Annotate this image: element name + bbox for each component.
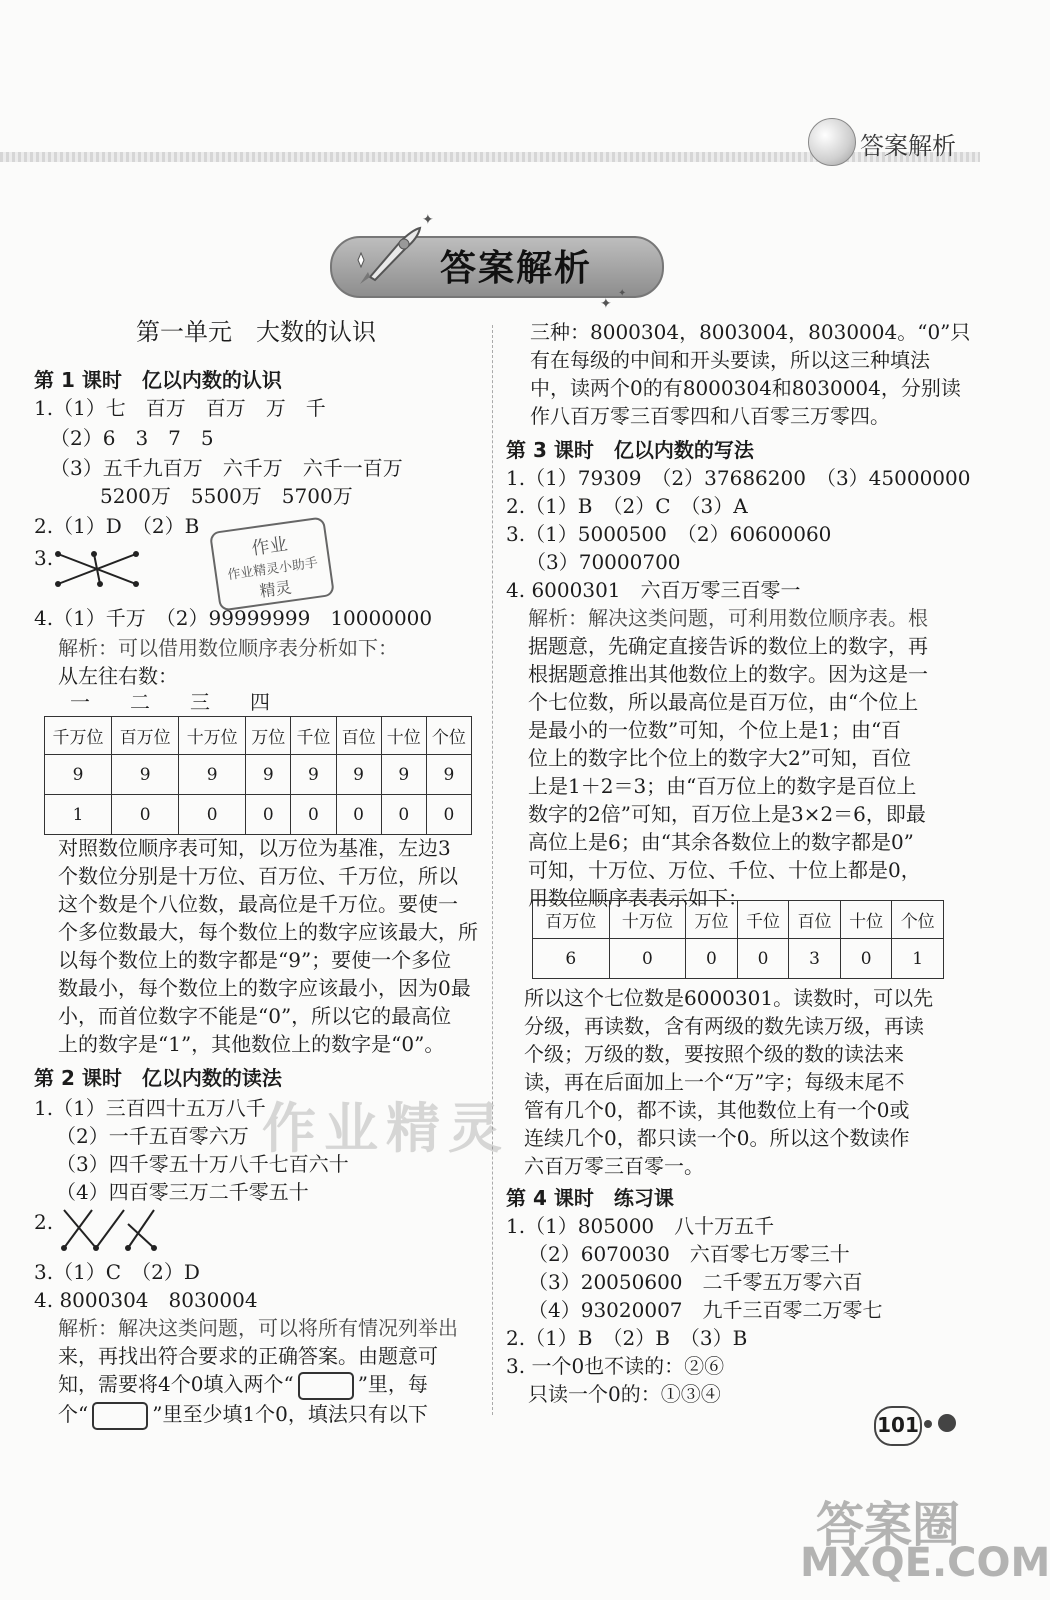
column-divider (492, 325, 493, 1415)
analysis-text: 中，读两个0的有8000304和8030004，分别读 (530, 376, 961, 400)
analysis-text: 作八百万零三百零四和八百零三万零四。 (530, 404, 890, 428)
table-header: 千万位 (45, 717, 112, 755)
matching-lines-diagram (58, 1204, 162, 1254)
table-cell: 6 (533, 939, 610, 979)
lesson4-title: 第 4 课时 练习课 (506, 1186, 674, 1210)
analysis-text (58, 1370, 428, 1400)
analysis-text: 解析：解决这类问题，可以将所有情况列举出 (58, 1316, 458, 1340)
analysis-text: 上是1＋2＝3；由“百万位上的数字是百位上 (528, 774, 917, 798)
table-cell: 0 (246, 795, 291, 835)
analysis-text: 六百万零三百零一。 (524, 1154, 704, 1178)
table-header: 十位 (381, 717, 426, 755)
answer-line: 4. 6000301 六百万零三百零一 (506, 578, 801, 602)
answer-line: （3）五千九百万 六千万 六千一百万 (50, 456, 403, 480)
sparkle-icon: ✦ (600, 296, 612, 312)
sparkle-icon: ✦ (422, 212, 434, 228)
analysis-text: 个多位数最大，每个数位上的数字应该最大，所 (58, 920, 478, 944)
analysis-text: 个七位数，所以最高位是百万位，由“个位上 (528, 690, 919, 714)
table-header: 十位 (840, 901, 892, 939)
answer-line: 1.（1）七 百万 百万 万 千 (34, 396, 326, 420)
dot-icon (938, 1414, 956, 1432)
analysis-text: 管有几个0，都不读，其他数位上有一个0或 (524, 1098, 910, 1122)
analysis-text: 可知，十万位、万位、千位、十位上都是0， (528, 858, 921, 882)
dot-icon (924, 1420, 932, 1428)
analysis-text: 小，而首位数字不能是“0”，所以它的最高位 (58, 1004, 452, 1028)
table-cell: 0 (609, 939, 686, 979)
table-cell: 1 (45, 795, 112, 835)
table-cell: 9 (426, 755, 471, 795)
table-cell: 0 (112, 795, 179, 835)
table-header: 十万位 (609, 901, 686, 939)
analysis-text: 有在每级的中间和开头要读，所以这三种填法 (530, 348, 930, 372)
table-header: 百位 (336, 717, 381, 755)
mascot-icon (808, 118, 856, 166)
analysis-text: 对照数位顺序表可知，以万位为基准，左边3 (58, 836, 451, 860)
digit-place-table (44, 716, 472, 835)
analysis-text: ”里至少填1个0，填法只有以下 (152, 1402, 428, 1426)
analysis-text: 数最小，每个数位上的数字应该最小，因为0最 (58, 976, 471, 1000)
blank-box (92, 1402, 148, 1430)
table-header: 个位 (892, 901, 944, 939)
table-header: 万位 (246, 717, 291, 755)
analysis-text: 个级；万级的数，要按照个级的数的读法来 (524, 1042, 904, 1066)
analysis-text (58, 1400, 428, 1430)
stamp-line: 作业 (250, 533, 289, 560)
analysis-text: 三种：8000304，8003004，8030004。“0”只 (530, 320, 971, 344)
table-cell: 9 (381, 755, 426, 795)
analysis-text: 根据题意推出其他数位上的数字。因为这是一 (528, 662, 928, 686)
table-cell: 9 (45, 755, 112, 795)
answer-line: 1.（1）三百四十五万八千 (34, 1096, 266, 1120)
table-cell: 9 (179, 755, 246, 795)
analysis-text: 以每个数位上的数字都是“9”；要使一个多位 (58, 948, 452, 972)
table-cell: 0 (686, 939, 738, 979)
table-header: 千位 (291, 717, 336, 755)
analysis-text: 据题意，先确定直接告诉的数位上的数字，再 (528, 634, 928, 658)
answer-line: 2.（1）B （2）B （3）B (506, 1326, 748, 1350)
page-number: 101 (874, 1406, 922, 1446)
answer-line: （3）20050600 二千零五万零六百 (528, 1270, 863, 1294)
analysis-text: 分级，再读数，含有两级的数先读万级，再读 (524, 1014, 924, 1038)
answer-line: 3. (34, 546, 54, 570)
table-cell: 0 (426, 795, 471, 835)
lesson3-title: 第 3 课时 亿以内数的写法 (506, 438, 754, 462)
analysis-text: 个数位分别是十万位、百万位、千万位，所以 (58, 864, 458, 888)
table-header: 百位 (789, 901, 841, 939)
answer-line: （3）70000700 (526, 550, 681, 574)
analysis-text: 高位上是6；由“其余各数位上的数字都是0” (528, 830, 914, 854)
table-cell: 9 (291, 755, 336, 795)
banner-title: 答案解析 (440, 248, 593, 289)
homework-stamp (209, 516, 335, 611)
matching-lines-diagram (54, 548, 140, 590)
analysis-text: 是最小的一位数”可知，个位上是1；由“百 (528, 718, 902, 742)
watermark-text: 作业精灵 (262, 1097, 510, 1160)
header-label: 答案解析 (860, 132, 956, 160)
table-cell: 0 (336, 795, 381, 835)
answer-line: 5200万 5500万 5700万 (100, 484, 353, 508)
table-header: 个位 (426, 717, 471, 755)
table-cell: 3 (789, 939, 841, 979)
answer-line: 3.（1）C （2）D (34, 1260, 200, 1284)
answer-line: 3. 一个0也不读的：②⑥ (506, 1354, 725, 1378)
analysis-text: 读，再在后面加上一个“万”字；每级末尾不 (524, 1070, 905, 1094)
stamp-line: 精灵 (258, 577, 293, 601)
answer-line: 4.（1）千万 （2）99999999 10000000 (34, 606, 433, 630)
table-cell: 0 (840, 939, 892, 979)
answer-line: 只读一个0的：①③④ (528, 1382, 721, 1406)
sparkle-icon: ✦ (618, 288, 627, 299)
answer-line: （4）四百零三万二千零五十 (56, 1180, 309, 1204)
answer-line: 3.（1）5000500 （2）60600060 (506, 522, 832, 546)
table-cell: 0 (179, 795, 246, 835)
answer-line: （2）6 3 7 5 (50, 426, 214, 450)
analysis-text: ”里，每 (357, 1372, 428, 1396)
answer-line: 2.（1）B （2）C （3）A (506, 494, 748, 518)
analysis-text: 上的数字是“1”，其他数位上的数字是“0”。 (58, 1032, 445, 1056)
analysis-text: 解析：解决这类问题，可利用数位顺序表。根 (528, 606, 928, 630)
answer-line: 1.（1）805000 八十万五千 (506, 1214, 775, 1238)
analysis-text: 知，需要将4个0填入两个“ (58, 1372, 294, 1396)
table-cell: 9 (246, 755, 291, 795)
answer-line: 2. (34, 1210, 54, 1234)
digit-place-table (532, 900, 944, 979)
table-cell: 0 (291, 795, 336, 835)
table-cell: 9 (112, 755, 179, 795)
analysis-text: 个“ (58, 1402, 89, 1426)
analysis-text: 位上的数字比个位上的数字大2”可知，百位 (528, 746, 911, 770)
analysis-text: 所以这个七位数是6000301。读数时，可以先 (524, 986, 934, 1010)
answer-line: （3）四千零五十万八千七百六十 (56, 1152, 349, 1176)
table-cell: 9 (336, 755, 381, 795)
table-header: 万位 (686, 901, 738, 939)
table-cell: 1 (892, 939, 944, 979)
lesson1-title: 第 1 课时 亿以内数的认识 (34, 368, 282, 392)
analysis-text: 用数位顺序表表示如下： (528, 886, 748, 910)
lesson2-title: 第 2 课时 亿以内数的读法 (34, 1066, 282, 1090)
watermark-text: 答案圈 (816, 1497, 961, 1553)
analysis-text: 这个数是个八位数，最高位是千万位。要使一 (58, 892, 458, 916)
table-header: 十万位 (179, 717, 246, 755)
analysis-text: 连续几个0，都只读一个0。所以这个数读作 (524, 1126, 910, 1150)
answer-line: 1.（1）79309 （2）37686200 （3）45000000 (506, 466, 971, 490)
analysis-text: 数字的2倍”可知，百万位上是3×2＝6，即最 (528, 802, 926, 826)
analysis-text: 解析：可以借用数位顺序表分析如下： (58, 636, 398, 660)
analysis-text: 从左往右数： (58, 664, 178, 688)
table-cell: 0 (737, 939, 789, 979)
stamp-line: 作业精灵小助手 (226, 555, 319, 584)
table-header: 千位 (737, 901, 789, 939)
table-header: 百万位 (112, 717, 179, 755)
answer-line: 4. 8000304 8030004 (34, 1288, 258, 1312)
blank-box (298, 1372, 354, 1400)
table-cell: 0 (381, 795, 426, 835)
answer-line: 2.（1）D （2）B (34, 514, 200, 538)
ordinal-labels: 一 二 三 四 (70, 690, 270, 714)
table-header: 百万位 (533, 901, 610, 939)
answer-line: （4）93020007 九千三百零二万零七 (528, 1298, 883, 1322)
answer-line: （2）6070030 六百零七万零三十 (528, 1242, 850, 1266)
answer-line: （2）一千五百零六万 (56, 1124, 249, 1148)
analysis-text: 来，再找出符合要求的正确答案。由题意可 (58, 1344, 438, 1368)
unit-title: 第一单元 大数的认识 (136, 318, 376, 346)
watermark-text: MXQE.COM (800, 1540, 1050, 1586)
rocket-icon (350, 222, 430, 292)
